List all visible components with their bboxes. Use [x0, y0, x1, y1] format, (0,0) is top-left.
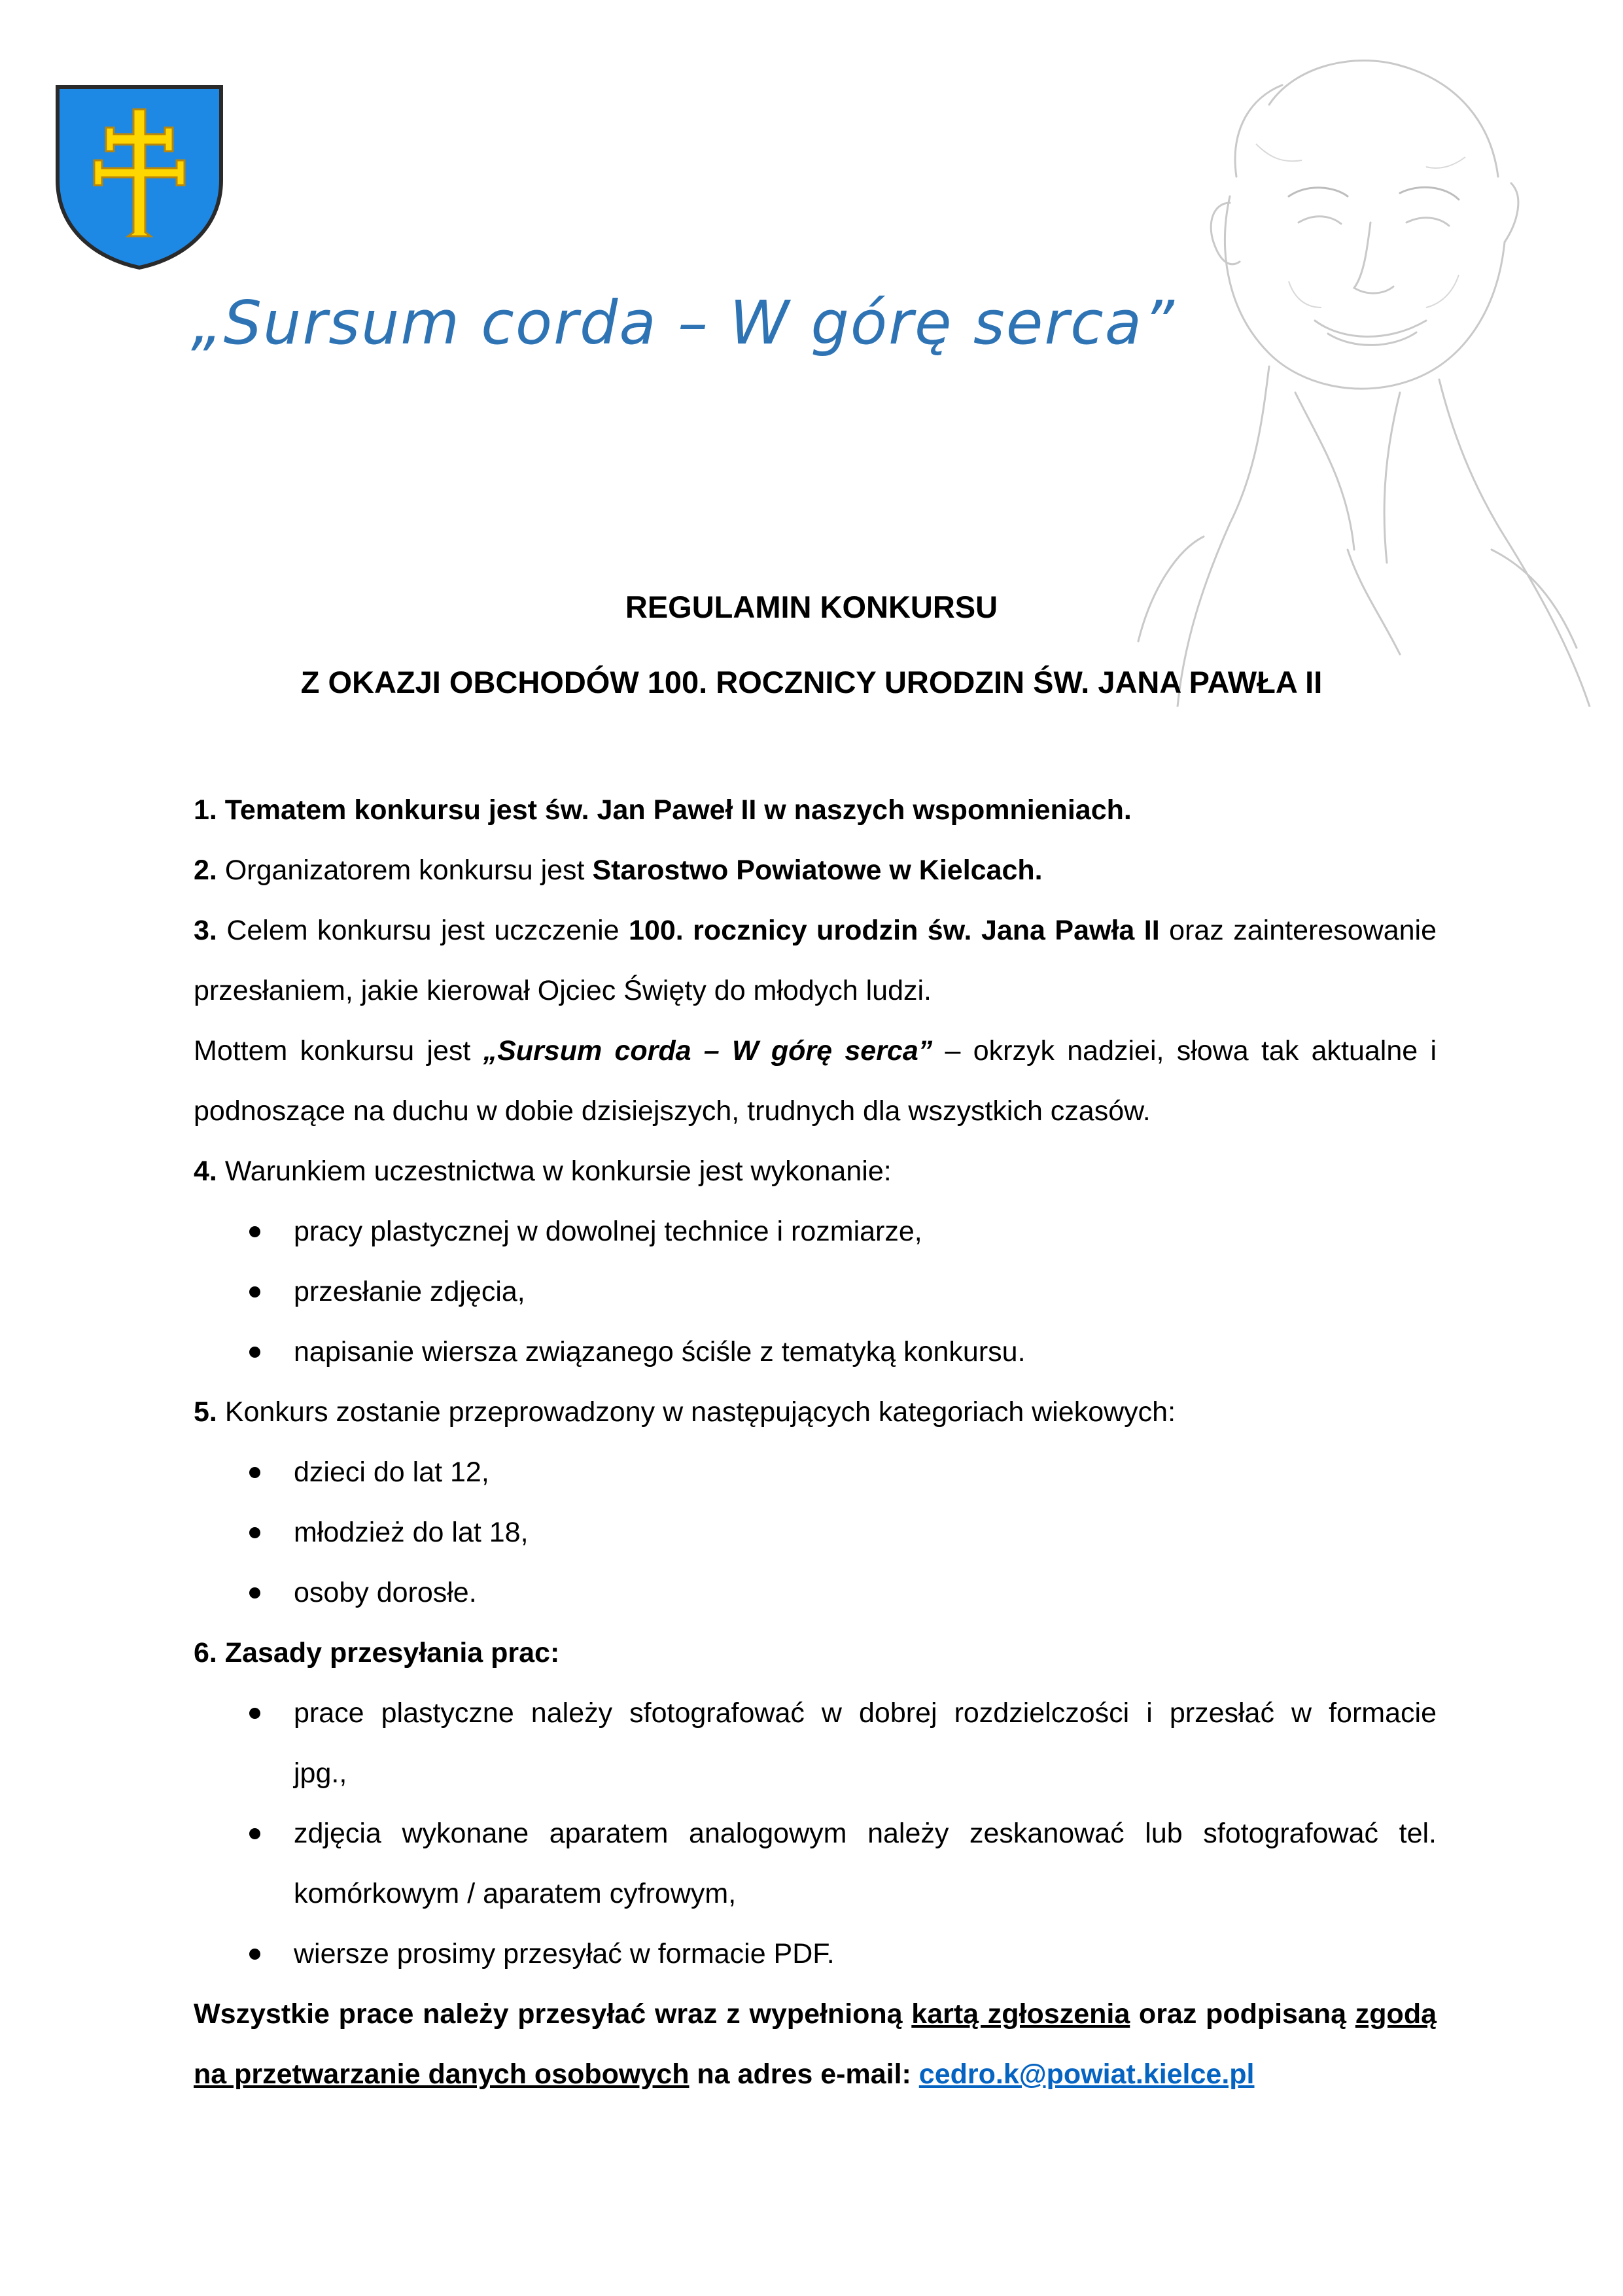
rule-6: 6. Zasady przesyłania prac: [194, 1637, 560, 1669]
document-subtitle: Z OKAZJI OBCHODÓW 100. ROCZNICY URODZIN ŚW. JANA PAWŁA II [300, 665, 1323, 699]
list-item: dzieci do lat 12, [194, 1442, 1437, 1502]
rule-2: 2. Organizatorem konkursu jest Starostwo Powiatowe w Kielcach. [194, 855, 1043, 886]
rule-1: 1. Tematem konkursu jest św. Jan Paweł II w naszych wspomnieniach. [194, 794, 1132, 826]
list-item: wiersze prosimy przesyłać w formacie PDF. [194, 1924, 1437, 1984]
rule-4-list [194, 1201, 1437, 1382]
submission-note: Wszystkie prace należy przesyłać wraz z wypełnioną kartą zgłoszenia oraz podpisaną zgodą na przetwarzanie danych osobowych na adres e-mail: cedro.k@powiat.kielce.pl [194, 1998, 1437, 2090]
rule-4: 4. Warunkiem uczestnictwa w konkursie jest wykonanie: [194, 1156, 892, 1187]
list-item: zdjęcia wykonane aparatem analogowym należy zeskanować lub sfotografować tel. komórkowym / aparatem cyfrowym, [194, 1803, 1437, 1924]
regulations-body [194, 780, 1437, 2104]
list-item: pracy plastycznej w dowolnej technice i rozmiarze, [194, 1201, 1437, 1262]
application-form-link[interactable]: kartą zgłoszenia [911, 1998, 1130, 2030]
data-consent-link[interactable]: zgodą na przetwarzanie danych osobowych [194, 1998, 1437, 2090]
list-item: przesłanie zdjęcia, [194, 1262, 1437, 1322]
list-item: osoby dorosłe. [194, 1563, 1437, 1623]
coat-of-arms-icon [52, 82, 226, 272]
rule-5-list [194, 1442, 1437, 1623]
motto-heading: „Sursum corda – W górę serca” [191, 288, 1176, 358]
email-link[interactable]: cedro.k@powiat.kielce.pl [918, 2058, 1255, 2090]
list-item: prace plastyczne należy sfotografować w dobrej rozdzielczości i przesłać w formacie jpg., [194, 1683, 1437, 1803]
document-title: REGULAMIN KONKURSU [625, 590, 998, 624]
list-item: napisanie wiersza związanego ściśle z tematyką konkursu. [194, 1322, 1437, 1382]
list-item: młodzież do lat 18, [194, 1502, 1437, 1563]
rule-6-list [194, 1683, 1437, 1984]
rule-3-motto: Mottem konkursu jest „Sursum corda – W górę serca” – okrzyk nadziei, słowa tak aktualne i podnoszące na duchu w dobie dzisiejszych, trudnych dla wszystkich czasów. [194, 1035, 1437, 1127]
rule-5: 5. Konkurs zostanie przeprowadzony w następujących kategoriach wiekowych: [194, 1396, 1176, 1428]
rule-3: 3. Celem konkursu jest uczczenie 100. rocznicy urodzin św. Jana Pawła II oraz zainteresowanie przesłaniem, jakie kierował Ojciec Święty do młodych ludzi. [194, 915, 1437, 1006]
